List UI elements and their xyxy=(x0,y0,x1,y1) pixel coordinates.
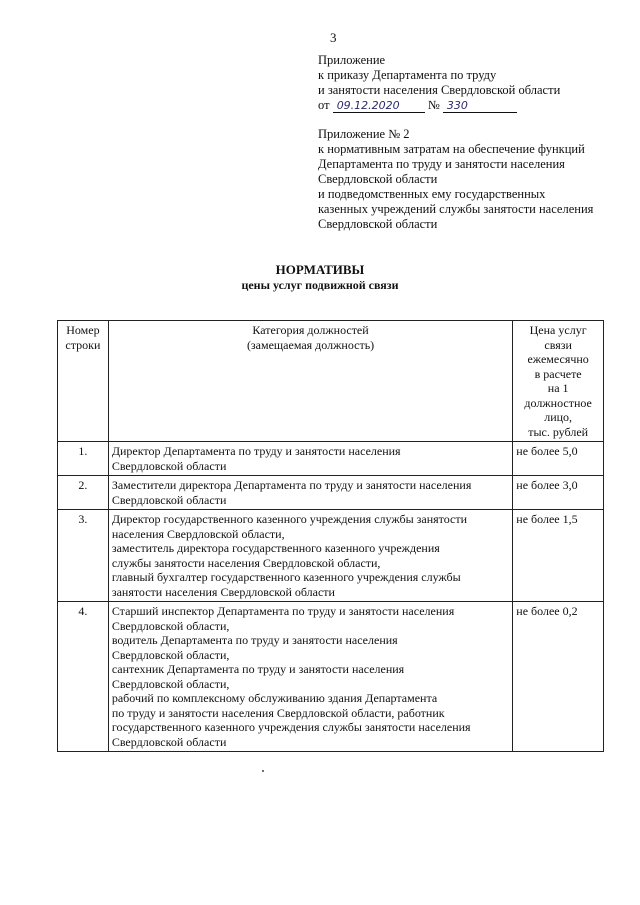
table-row xyxy=(58,510,604,602)
appendix-2-line: Приложение № 2 xyxy=(318,127,410,141)
number-prefix: № xyxy=(427,98,440,112)
page-number: 3 xyxy=(330,30,337,45)
norms-table xyxy=(57,320,604,752)
appendix-2-line: Свердловской области xyxy=(318,217,438,231)
appendix-order-line: к приказу Департамента по труду xyxy=(318,68,497,82)
table-row xyxy=(58,442,604,476)
row-price: не более 3,0 xyxy=(513,476,604,510)
header-row-number: Номер строки xyxy=(58,321,109,442)
appendix-2-block xyxy=(318,127,593,232)
document-title: НОРМАТИВЫ xyxy=(275,262,365,277)
row-number: 3. xyxy=(58,510,109,602)
header-category: Категория должностей (замещаемая должность) xyxy=(108,321,512,442)
row-price: не более 5,0 xyxy=(513,442,604,476)
row-price: не более 1,5 xyxy=(513,510,604,602)
row-price: не более 0,2 xyxy=(513,602,604,752)
row-category: Директор Департамента по труду и занятости населения Свердловской области xyxy=(108,442,512,476)
appendix-date-number-line xyxy=(318,98,560,113)
document-subtitle: цены услуг подвижной связи xyxy=(241,278,399,292)
order-number-handwritten: 330 xyxy=(443,100,517,113)
appendix-2-line: казенных учреждений службы занятости населения xyxy=(318,202,594,216)
date-prefix: от xyxy=(318,98,330,112)
appendix-2-line: и подведомственных ему государственных xyxy=(318,187,546,201)
appendix-2-line: к нормативным затратам на обеспечение функций xyxy=(318,142,585,156)
appendix-2-line: Свердловской области xyxy=(318,172,438,186)
appendix-label: Приложение xyxy=(318,53,386,67)
header-price: Цена услуг связи ежемесячно в расчете на 1 должностное лицо, тыс. рублей xyxy=(513,321,604,442)
scan-speck xyxy=(262,770,264,772)
row-number: 4. xyxy=(58,602,109,752)
row-category: Директор государственного казенного учреждения службы занятости населения Свердловской области, заместитель директора государственного казенного учреждения службы занятости населения Свердловской области, главный бухгалтер государственного казенного учреждения службы занятости населения Свердловской области xyxy=(108,510,512,602)
appendix-2-line: Департамента по труду и занятости населения xyxy=(318,157,565,171)
row-number: 1. xyxy=(58,442,109,476)
row-number: 2. xyxy=(58,476,109,510)
appendix-department-line: и занятости населения Свердловской области xyxy=(318,83,561,97)
order-date-handwritten: 09.12.2020 xyxy=(333,100,425,113)
table-row xyxy=(58,476,604,510)
row-category: Старший инспектор Департамента по труду и занятости населения Свердловской области, водитель Департамента по труду и занятости населения Свердловской области, сантехник Департамента по труду и занятости населения Свердловской области, рабочий по комплексному обслуживанию здания Департамента по труду и занятости населения Свердловской области, работник государственного казенного учреждения службы занятости населения Свердловской области xyxy=(108,602,512,752)
table-row xyxy=(58,602,604,752)
appendix-order-reference xyxy=(318,53,560,113)
table-header-row xyxy=(58,321,604,442)
row-category: Заместители директора Департамента по труду и занятости населения Свердловской области xyxy=(108,476,512,510)
